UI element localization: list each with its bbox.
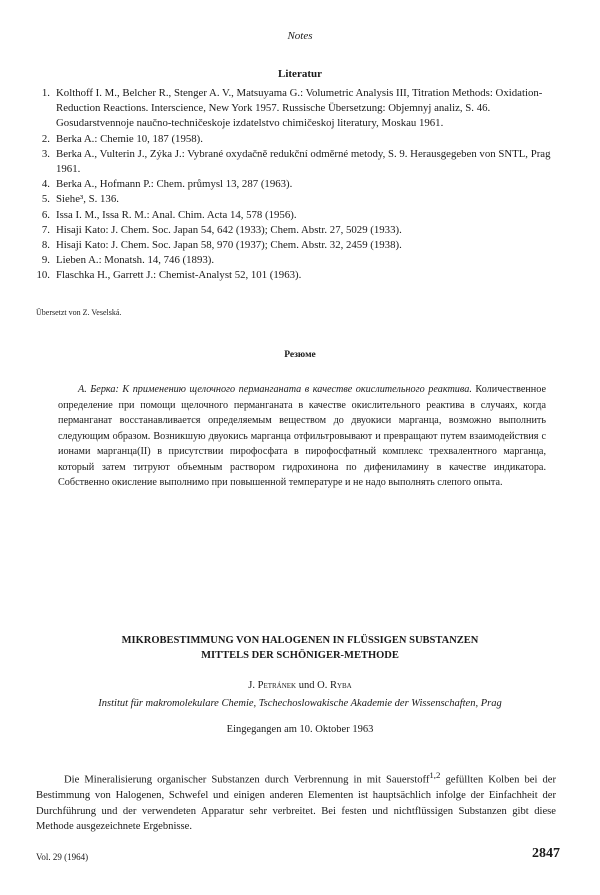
reference-text: Berka A., Vulterin J., Zýka J.: Vybrané oxydačně redukční odměrné metody, S. 9. Herausgegeben von SNTL, Prag 1961. <box>56 147 551 176</box>
author-2: O. Ryba <box>317 680 352 691</box>
article-body: Die Mineralisierung organischer Substanzen durch Verbrennung in mit Sauerstoff$^{1,2}$ gefüllten Kolben bei der Bestimmung von Halogenen, Schwefel und einigen anderen Elementen ist hauptsächlich infolge der Einfachheit der Durchführung und der verwendeten Apparatur sehr verbreitet. Bei festen und nichtflüssigen Substanzen gibt diese Methode ausgezeichnete Ergebnisse. <box>36 770 556 833</box>
volume-info: Vol. 29 (1964) <box>36 852 89 862</box>
translator-note: Übersetzt von Z. Veselská. <box>36 308 122 317</box>
reference-text: Hisaji Kato: J. Chem. Soc. Japan 58, 970 (1937); Chem. Abstr. 32, 2459 (1938). <box>56 239 402 252</box>
received-date: Eingegangen am 10. Oktober 1963 <box>226 724 374 735</box>
reference-item: 2. Berka A.: Chemie 10, 187 (1958). <box>30 132 570 147</box>
article-title <box>40 633 560 663</box>
reference-item: 9. Lieben A.: Monatsh. 14, 746 (1893). <box>30 253 570 268</box>
reference-item: 5. Siehe³, S. 136. <box>30 192 570 207</box>
author-1: J. Petránek <box>248 680 297 691</box>
article-title-line1: MIKROBESTIMMUNG VON HALOGENEN IN FLÜSSIGEN SUBSTANZEN <box>121 635 479 646</box>
reference-text: Lieben A.: Monatsh. 14, 746 (1893). <box>56 254 215 267</box>
resume-paragraph <box>58 382 546 491</box>
reference-item: 8. Hisaji Kato: J. Chem. Soc. Japan 58, 970 (1937); Chem. Abstr. 32, 2459 (1938). <box>30 238 570 253</box>
running-head: Notes <box>287 30 313 42</box>
reference-item: 7. Hisaji Kato: J. Chem. Soc. Japan 54, 642 (1933); Chem. Abstr. 27, 5029 (1933). <box>30 223 570 238</box>
reference-item: 3. Berka A., Vulterin J., Zýka J.: Vybrané oxydačně redukční odměrné metody, S. 9. Herausgegeben von SNTL, Prag 1961. <box>30 147 570 177</box>
reference-text: Siehe³, S. 136. <box>56 193 119 206</box>
reference-item: 6. Issa I. M., Issa R. M.: Anal. Chim. Acta 14, 578 (1956). <box>30 208 570 223</box>
reference-item: 1. Kolthoff I. M., Belcher R., Stenger A. V., Matsuyama G.: Volumetric Analysis III, Titration Methods: Oxidation-Reduction Reactions. Interscience, New York 1957. Russische Übersetzung: Objemnyj analiz, S. 46. Gosudarstvennoje naučno-techničeskoje izdatelstvo chimičeskoj literatury, Moskau 1961. <box>30 86 570 132</box>
citation-superscript: 1,2 <box>429 770 441 780</box>
reference-list <box>30 86 570 284</box>
authors <box>0 680 600 691</box>
resume-title: Резюме <box>284 350 316 360</box>
resume-italic-title: А. Берка: К применению щелочного перманганата в качестве окислительного реактива. <box>78 384 472 395</box>
reference-item: 4. Berka A., Hofmann P.: Chem. průmysl 13, 287 (1963). <box>30 177 570 192</box>
resume-body: Количественное определение при помощи щелочного перманганата в качестве окислительного реактива в случаях, когда перманганат восстанавливается определяемым веществом до двуокиси марганца, возможно выполнить следующим образом. Возникшую двуокись марганца отфильтровывают и превращают путем взаимодействия с ионами марганца(II) в присутствии пирофосфата в пирофосфатный комплекс трехвалентного марганца, который затем титруют объемным раствором гидрохинона по дифениламину в качестве индикатора. Собственно окисление выполнимо при повышенной температуре и не надо выполнять слепого опыта. <box>58 384 546 488</box>
literature-title: Literatur <box>278 68 322 80</box>
reference-text: Kolthoff I. M., Belcher R., Stenger A. V., Matsuyama G.: Volumetric Analysis III, Titration Methods: Oxidation-Reduction Reactions. Interscience, New York 1957. Russische Übersetzung: Objemnyj analiz, S. 46. Gosudarstvennoje naučno-techničeskoje izdatelstvo chimičeskoj literatury, Moskau 1961. <box>56 87 543 130</box>
reference-text: Flaschka H., Garrett J.: Chemist-Analyst 52, 101 (1963). <box>56 269 302 282</box>
institute: Institut für makromolekulare Chemie, Tschechoslowakische Akademie der Wissenschaften, Prag <box>98 698 502 709</box>
reference-text: Berka A., Hofmann P.: Chem. průmysl 13, 287 (1963). <box>56 178 293 191</box>
reference-text: Issa I. M., Issa R. M.: Anal. Chim. Acta 14, 578 (1956). <box>56 208 297 221</box>
reference-item: 10. Flaschka H., Garrett J.: Chemist-Analyst 52, 101 (1963). <box>30 268 570 283</box>
article-title-line2: MITTELS DER SCHÖNIGER-METHODE <box>201 650 399 661</box>
reference-text: Hisaji Kato: J. Chem. Soc. Japan 54, 642 (1933); Chem. Abstr. 27, 5029 (1933). <box>56 223 402 236</box>
author-conjunction: und <box>298 680 315 691</box>
reference-text: Berka A.: Chemie 10, 187 (1958). <box>56 132 203 145</box>
page-number: 2847 <box>532 846 560 861</box>
